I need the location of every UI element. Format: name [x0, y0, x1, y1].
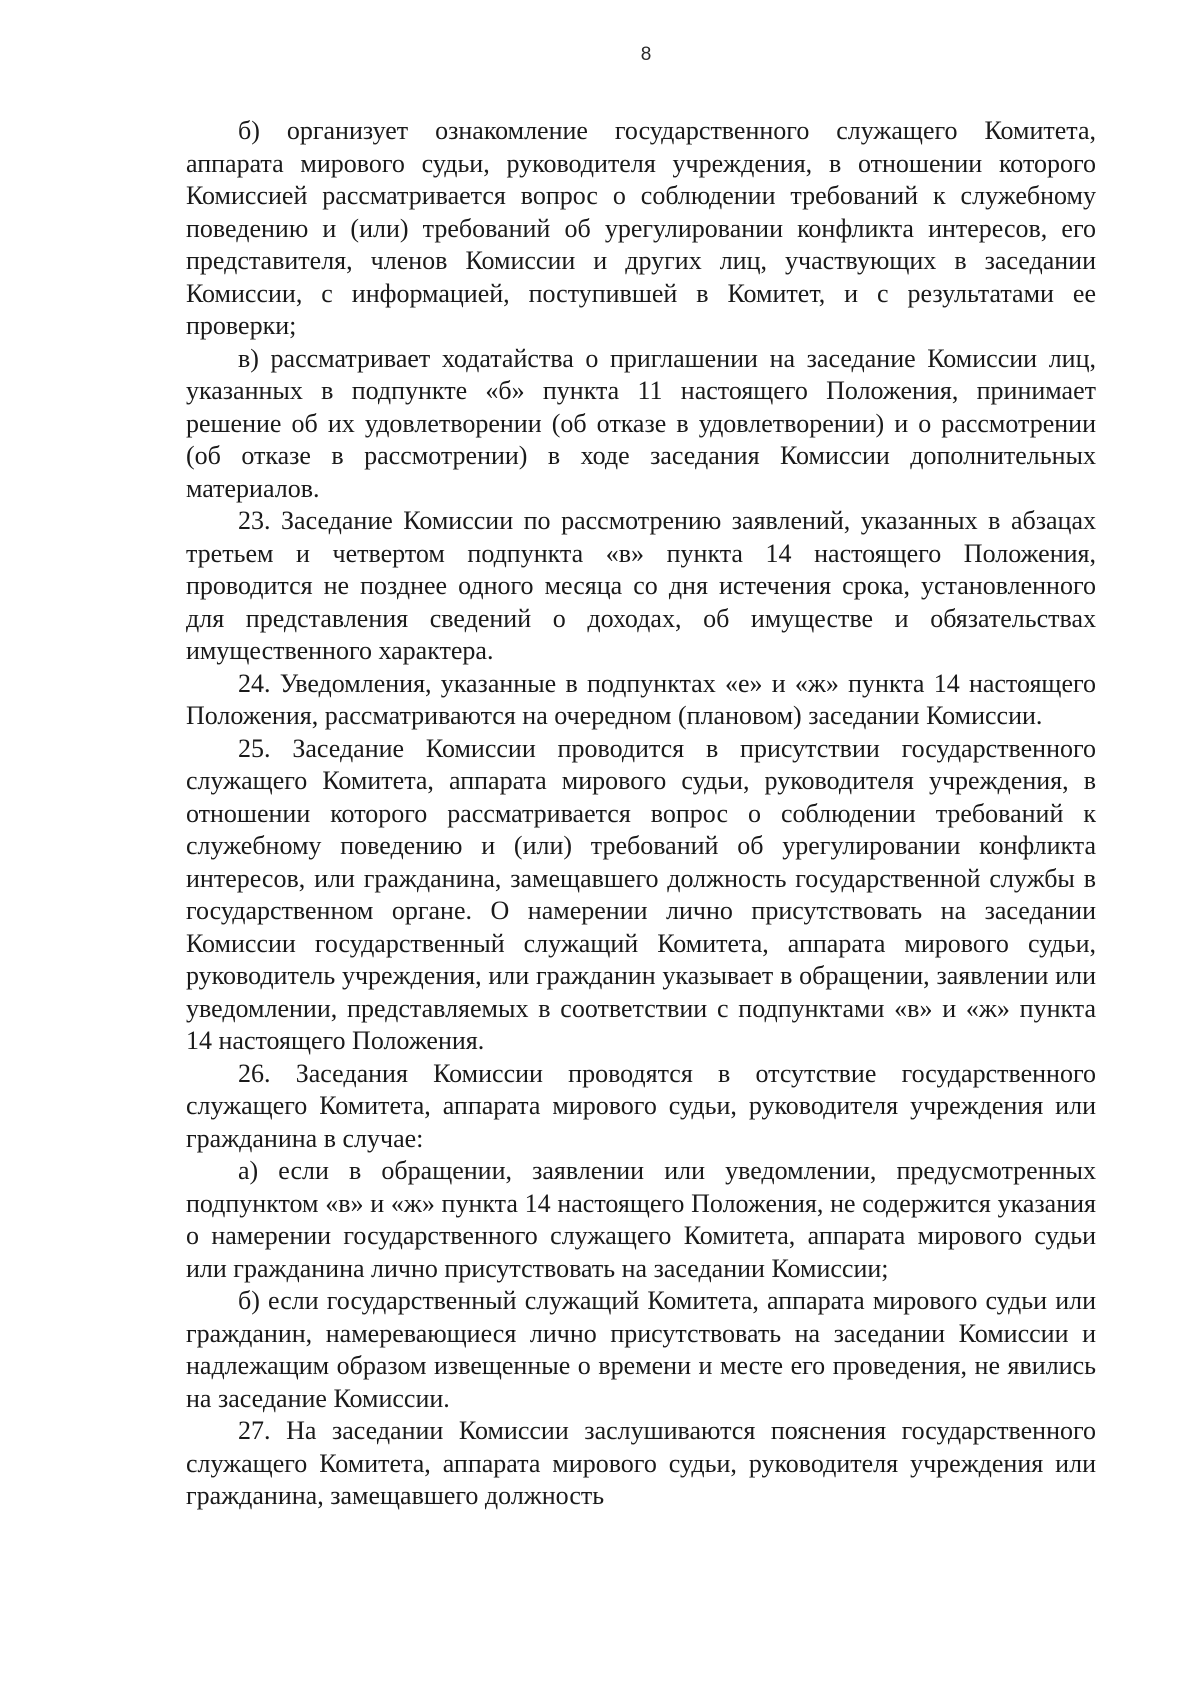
paragraph-22v: в) рассматривает ходатайства о приглашении на заседание Комиссии лиц, указанных в подпункте «б» пункта 11 настоящего Положения, принимает решение об их удовлетворении (об отказе в удовлетворении) и о рассмотрении (об отказе в рассмотрении) в ходе заседания Комиссии дополнительных материалов. [186, 343, 1096, 503]
paragraph-26: 26. Заседания Комиссии проводятся в отсутствие государственного служащего Комитета, аппарата мирового судьи, руководителя учреждения или гражданина в случае: [186, 1058, 1096, 1153]
paragraph-25: 25. Заседание Комиссии проводится в присутствии государственного служащего Комитета, аппарата мирового судьи, руководителя учреждения, в отношении которого рассматривается вопрос о соблюдении требований к служебному поведению и (или) требований об урегулировании конфликта интересов, или гражданина, замещавшего должность государственной службы в государственном органе. О намерении лично присутствовать на заседании Комиссии государственный служащий Комитета, аппарата мирового судьи, руководитель учреждения, или гражданин указывает в обращении, заявлении или уведомлении, представляемых в соответствии с подпунктами «в» и «ж» пункта 14 настоящего Положения. [186, 733, 1096, 1055]
paragraph-23: 23. Заседание Комиссии по рассмотрению заявлений, указанных в абзацах третьем и четвертом подпункта «в» пункта 14 настоящего Положения, проводится не позднее одного месяца со дня истечения срока, установленного для представления сведений о доходах, об имуществе и обязательствах имущественного характера. [186, 506, 1096, 665]
paragraph-24: 24. Уведомления, указанные в подпунктах «е» и «ж» пункта 14 настоящего Положения, рассматриваются на очередном (плановом) заседании Комиссии. [186, 668, 1096, 730]
paragraph-26a: а) если в обращении, заявлении или уведомлении, предусмотренных подпунктом «в» и «ж» пункта 14 настоящего Положения, не содержится указания о намерении государственного служащего Комитета, аппарата мирового судьи или гражданина лично присутствовать на заседании Комиссии; [186, 1156, 1096, 1283]
paragraph-27: 27. На заседании Комиссии заслушиваются пояснения государственного служащего Комитета, аппарата мирового судьи, руководителя учреждения или гражданина, замещавшего должность [186, 1416, 1096, 1510]
paragraph-22b: б) организует ознакомление государственного служащего Комитета, аппарата мирового судьи, руководителя учреждения, в отношении которого Комиссией рассматривается вопрос о соблюдении требований к служебному поведению и (или) требований об урегулировании конфликта интересов, его представителя, членов Комиссии и других лиц, участвующих в заседании Комиссии, с информацией, поступившей в Комитет, и с результатами ее проверки; [186, 116, 1096, 340]
document-body [186, 115, 1096, 1513]
paragraph-26b: б) если государственный служащий Комитета, аппарата мирового судьи или гражданин, намеревающиеся лично присутствовать на заседании Комиссии и надлежащим образом извещенные о времени и месте его проведения, не явились на заседание Комиссии. [186, 1286, 1096, 1413]
page-number: 8 [640, 44, 652, 65]
